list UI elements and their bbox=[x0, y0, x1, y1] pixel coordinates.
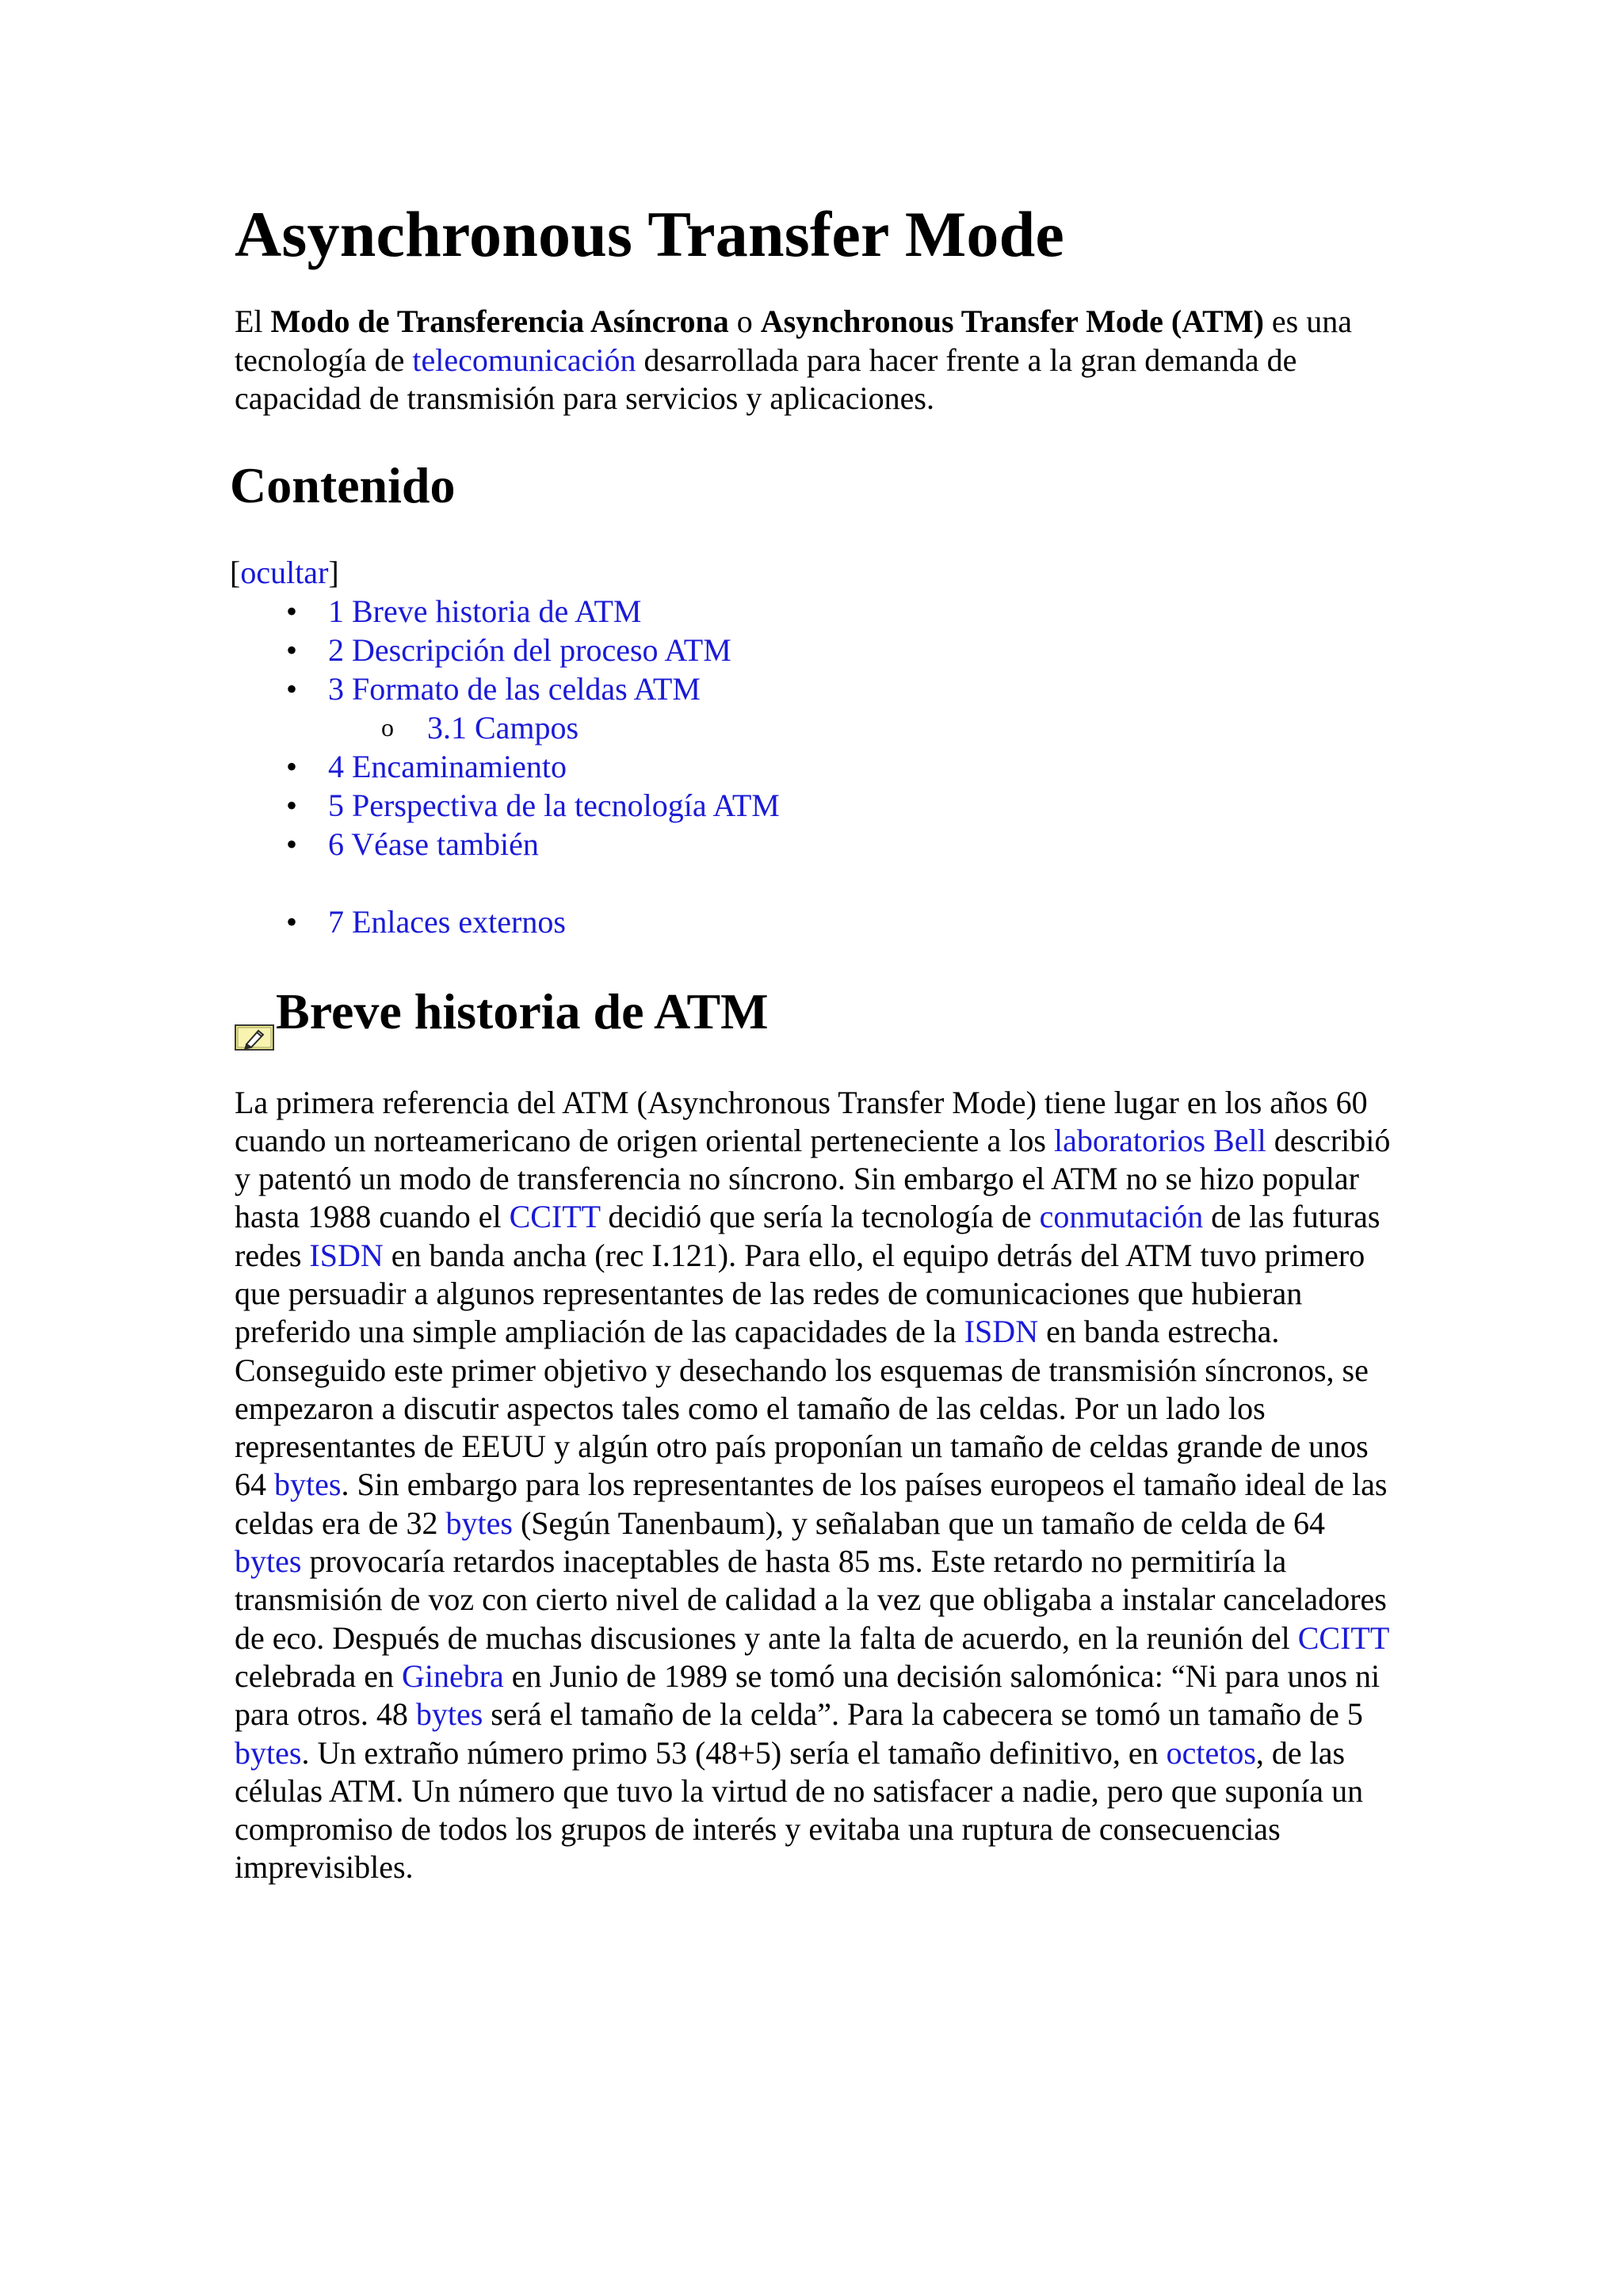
toc-item bbox=[284, 669, 1400, 708]
inline-link[interactable]: bytes bbox=[415, 1696, 483, 1733]
text-run: describió y patentó un modo de transferencia no síncrono. Sin embargo el ATM no se hizo popular hasta 1988 cuando el bbox=[235, 1122, 1391, 1235]
toc-item bbox=[284, 825, 1400, 864]
inline-link[interactable]: bytes bbox=[235, 1543, 302, 1580]
inline-link[interactable]: bytes bbox=[235, 1734, 302, 1771]
bullet-icon: • bbox=[285, 670, 297, 707]
inline-link[interactable]: bytes bbox=[274, 1466, 342, 1503]
text-run: es una tecnología de bbox=[235, 303, 1352, 378]
toc-toggle-close-bracket: ] bbox=[328, 554, 339, 590]
toc-link-enlaces-externos[interactable]: 7 Enlaces externos bbox=[328, 903, 566, 940]
inline-link[interactable]: Ginebra bbox=[401, 1657, 504, 1694]
bold-term: Asynchronous Transfer Mode (ATM) bbox=[760, 303, 1264, 339]
inline-link[interactable]: telecomunicación bbox=[412, 341, 636, 378]
text-run: celebrada en bbox=[235, 1657, 402, 1694]
toc-subitem bbox=[284, 708, 1400, 747]
sub-bullet-icon: o bbox=[381, 712, 394, 742]
toc-link-vease-tambien[interactable]: 6 Véase también bbox=[328, 826, 539, 862]
inline-link[interactable]: CCITT bbox=[509, 1199, 601, 1235]
toc-hide-link[interactable]: ocultar bbox=[240, 554, 329, 590]
document-page bbox=[230, 187, 1400, 1887]
intro-paragraph bbox=[235, 303, 1400, 418]
inline-link[interactable]: conmutación bbox=[1039, 1199, 1204, 1235]
bullet-icon: • bbox=[285, 787, 297, 823]
inline-link[interactable]: ISDN bbox=[964, 1314, 1039, 1350]
toc-heading: Contenido bbox=[230, 456, 456, 513]
inline-link[interactable]: bytes bbox=[445, 1505, 513, 1541]
text-run: en banda estrecha. Conseguido este primer objetivo y desechando los esquemas de transmisión síncronos, se empezaron a discutir aspectos tales como el tamaño de las celdas. Por un lado los representantes de EEUU y algún otro país proponían un tamaño de celdas grande de unos 64 bbox=[235, 1314, 1369, 1503]
edit-icon[interactable] bbox=[235, 1000, 274, 1026]
bullet-icon: • bbox=[285, 826, 297, 862]
text-run: de las futuras redes bbox=[235, 1199, 1381, 1273]
text-run: o bbox=[728, 303, 761, 339]
inline-link[interactable]: ISDN bbox=[309, 1237, 384, 1273]
text-run: será el tamaño de la celda”. Para la cabecera se tomó un tamaño de 5 bbox=[483, 1696, 1363, 1733]
text-run: decidió que sería la tecnología de bbox=[600, 1199, 1040, 1235]
toc-link-perspectiva[interactable]: 5 Perspectiva de la tecnología ATM bbox=[328, 787, 780, 823]
text-run: en banda ancha (rec I.121). Para ello, el equipo detrás del ATM tuvo primero que persuadir a algunos representantes de las redes de comunicaciones que hubieran preferido una simple ampliación de las capacidades de la bbox=[235, 1237, 1365, 1350]
text-run: (Según Tanenbaum), y señalaban que un tamaño de celda de 64 bbox=[512, 1505, 1325, 1541]
section-heading-breve-historia bbox=[235, 978, 1400, 1046]
bullet-icon: • bbox=[285, 631, 297, 668]
toc-link-descripcion[interactable]: 2 Descripción del proceso ATM bbox=[328, 631, 731, 668]
bullet-icon: • bbox=[285, 903, 297, 940]
toc-link-encaminamiento[interactable]: 4 Encaminamiento bbox=[328, 748, 567, 784]
toc-item bbox=[284, 786, 1400, 825]
text-run: La primera referencia del ATM (Asynchronous Transfer Mode) tiene lugar en los años 60 cuando un norteamericano de origen oriental perteneciente a los bbox=[235, 1084, 1368, 1158]
text-run: . Un extraño número primo 53 (48+5) sería el tamaño definitivo, en bbox=[301, 1734, 1167, 1771]
section-heading-text: Breve historia de ATM bbox=[276, 982, 769, 1039]
bold-term: Modo de Transferencia Asíncrona bbox=[270, 303, 729, 339]
toc-link-breve-historia[interactable]: 1 Breve historia de ATM bbox=[328, 593, 642, 629]
history-paragraph bbox=[235, 1084, 1400, 1887]
text-run: en Junio de 1989 se tomó una decisión salomónica: “Ni para unos ni para otros. 48 bbox=[235, 1657, 1381, 1733]
inline-link[interactable]: laboratorios Bell bbox=[1053, 1122, 1266, 1158]
text-run: El bbox=[235, 303, 271, 339]
toc-toggle bbox=[230, 553, 1400, 592]
inline-link[interactable]: CCITT bbox=[1297, 1619, 1389, 1656]
toc-item bbox=[284, 902, 1400, 941]
inline-link[interactable]: octetos bbox=[1166, 1734, 1256, 1771]
toc-item bbox=[284, 592, 1400, 631]
toc-link-formato[interactable]: 3 Formato de las celdas ATM bbox=[328, 670, 701, 707]
page-title: Asynchronous Transfer Mode bbox=[235, 198, 1065, 270]
bullet-icon: • bbox=[285, 748, 297, 784]
text-run: provocaría retardos inaceptables de hasta 85 ms. Este retardo no permitiría la transmisión de voz con cierto nivel de calidad a la vez que obligaba a instalar canceladores de eco. Después de muchas discusiones y ante la falta de acuerdo, en la reunión del bbox=[235, 1543, 1387, 1656]
text-run: . Sin embargo para los representantes de los países europeos el tamaño ideal de las celdas era de 32 bbox=[235, 1466, 1388, 1541]
bullet-icon: • bbox=[285, 593, 297, 629]
toc-list bbox=[235, 592, 1400, 941]
toc-toggle-open-bracket: [ bbox=[230, 554, 241, 590]
text-run: desarrollada para hacer frente a la gran demanda de capacidad de transmisión para servicios y aplicaciones. bbox=[235, 341, 1297, 416]
text-run: , de las células ATM. Un número que tuvo la virtud de no satisfacer a nadie, pero que suponía un compromiso de todos los grupos de interés y evitaba una ruptura de consecuencias imprevisibles. bbox=[235, 1734, 1364, 1886]
toc-link-campos[interactable]: 3.1 Campos bbox=[427, 709, 579, 746]
toc-item bbox=[284, 631, 1400, 669]
toc-item bbox=[284, 747, 1400, 786]
